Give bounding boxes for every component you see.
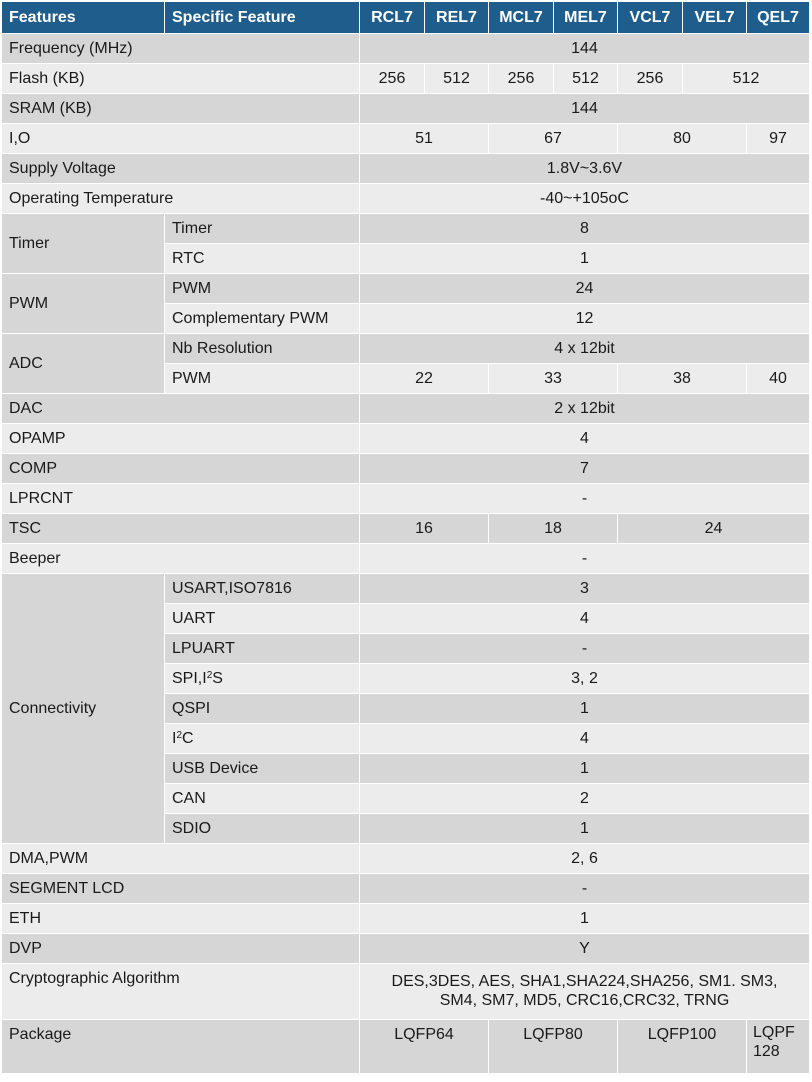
i2c-label-part-a: I	[172, 730, 177, 747]
value-eth: 1	[360, 904, 810, 934]
value-usb-device: 1	[360, 754, 810, 784]
value-adc-pwm-mcl7-mel7: 33	[489, 364, 618, 394]
table-row	[2, 124, 810, 154]
table-row	[2, 574, 810, 604]
row-label-eth: ETH	[2, 904, 360, 934]
value-flash-vcl7: 256	[618, 64, 683, 94]
feature-table	[1, 1, 810, 1074]
header-mel7: MEL7	[554, 2, 618, 34]
value-io-rcl7-rel7: 51	[360, 124, 489, 154]
value-usart: 3	[360, 574, 810, 604]
value-opamp: 4	[360, 424, 810, 454]
table-row	[2, 154, 810, 184]
table-row	[2, 544, 810, 574]
table-row	[2, 454, 810, 484]
row-label-opamp: OPAMP	[2, 424, 360, 454]
spi-label-part-a: SPI,I	[172, 670, 207, 687]
value-tsc-mcl7-mel7: 18	[489, 514, 618, 544]
value-io-mcl7-mel7: 67	[489, 124, 618, 154]
spi-label-part-b: S	[212, 670, 223, 687]
row-label-qspi: QSPI	[165, 694, 360, 724]
value-beeper: -	[360, 544, 810, 574]
table-row	[2, 934, 810, 964]
header-rcl7: RCL7	[360, 2, 425, 34]
value-qspi: 1	[360, 694, 810, 724]
group-label-connectivity: Connectivity	[2, 574, 165, 844]
row-label-usb-device: USB Device	[165, 754, 360, 784]
i2c-label-superscript: 2	[176, 730, 183, 741]
table-row	[2, 1020, 810, 1074]
value-operating-temperature: -40~+105oC	[360, 184, 810, 214]
value-pwm: 24	[360, 274, 810, 304]
value-io-qel7: 97	[747, 124, 810, 154]
value-frequency: 144	[360, 34, 810, 64]
table-row	[2, 334, 810, 364]
table-row	[2, 94, 810, 124]
table-row	[2, 844, 810, 874]
row-label-comp: COMP	[2, 454, 360, 484]
value-tsc-rcl7-rel7: 16	[360, 514, 489, 544]
row-label-nb-resolution: Nb Resolution	[165, 334, 360, 364]
row-label-lpuart: LPUART	[165, 634, 360, 664]
value-adc-pwm-qel7: 40	[747, 364, 810, 394]
value-dac: 2 x 12bit	[360, 394, 810, 424]
value-supply-voltage: 1.8V~3.6V	[360, 154, 810, 184]
value-can: 2	[360, 784, 810, 814]
header-specific-feature: Specific Feature	[165, 2, 360, 34]
row-label-pwm: PWM	[165, 274, 360, 304]
row-label-rtc: RTC	[165, 244, 360, 274]
value-sram: 144	[360, 94, 810, 124]
value-complementary-pwm: 12	[360, 304, 810, 334]
table-row	[2, 214, 810, 244]
spi-label-superscript: 2	[206, 670, 213, 681]
row-label-package: Package	[2, 1020, 360, 1074]
value-tsc-vcl7-qel7: 24	[618, 514, 810, 544]
row-label-complementary-pwm: Complementary PWM	[165, 304, 360, 334]
row-label-adc-pwm: PWM	[165, 364, 360, 394]
table-row	[2, 394, 810, 424]
header-rel7: REL7	[425, 2, 489, 34]
row-label-timer: Timer	[165, 214, 360, 244]
value-uart: 4	[360, 604, 810, 634]
row-label-flash: Flash (KB)	[2, 64, 360, 94]
row-label-frequency: Frequency (MHz)	[2, 34, 360, 64]
row-label-dac: DAC	[2, 394, 360, 424]
value-rtc: 1	[360, 244, 810, 274]
row-label-dvp: DVP	[2, 934, 360, 964]
value-package-rcl7-rel7: LQFP64	[360, 1020, 489, 1074]
value-timer: 8	[360, 214, 810, 244]
row-label-dma-pwm: DMA,PWM	[2, 844, 360, 874]
value-package-vcl7-vel7: LQFP100	[618, 1020, 747, 1074]
header-vcl7: VCL7	[618, 2, 683, 34]
table-row	[2, 964, 810, 1020]
header-qel7: QEL7	[747, 2, 810, 34]
row-label-segment-lcd: SEGMENT LCD	[2, 874, 360, 904]
table-row	[2, 184, 810, 214]
row-label-lprcnt: LPRCNT	[2, 484, 360, 514]
header-row	[2, 2, 810, 34]
value-comp: 7	[360, 454, 810, 484]
row-label-sdio: SDIO	[165, 814, 360, 844]
value-flash-mcl7: 256	[489, 64, 554, 94]
group-label-adc: ADC	[2, 334, 165, 394]
header-features: Features	[2, 2, 165, 34]
value-adc-pwm-rcl7-rel7: 22	[360, 364, 489, 394]
row-label-cryptographic-algorithm: Cryptographic Algorithm	[2, 964, 360, 1020]
row-label-operating-temperature: Operating Temperature	[2, 184, 360, 214]
value-sdio: 1	[360, 814, 810, 844]
value-adc-pwm-vcl7-vel7: 38	[618, 364, 747, 394]
value-dvp: Y	[360, 934, 810, 964]
i2c-label-part-b: C	[182, 730, 194, 747]
table-row	[2, 904, 810, 934]
value-flash-rel7: 512	[425, 64, 489, 94]
row-label-beeper: Beeper	[2, 544, 360, 574]
row-label-sram: SRAM (KB)	[2, 94, 360, 124]
value-spi-i2s: 3, 2	[360, 664, 810, 694]
row-label-supply-voltage: Supply Voltage	[2, 154, 360, 184]
table-row	[2, 874, 810, 904]
header-mcl7: MCL7	[489, 2, 554, 34]
table-row	[2, 64, 810, 94]
value-flash-mel7: 512	[554, 64, 618, 94]
row-label-usart: USART,ISO7816	[165, 574, 360, 604]
value-package-mcl7-mel7: LQFP80	[489, 1020, 618, 1074]
row-label-uart: UART	[165, 604, 360, 634]
row-label-spi-i2s	[165, 664, 360, 694]
group-label-timer: Timer	[2, 214, 165, 274]
table-row	[2, 34, 810, 64]
value-flash-vel7-qel7: 512	[683, 64, 810, 94]
row-label-i2c	[165, 724, 360, 754]
table-row	[2, 274, 810, 304]
value-flash-rcl7: 256	[360, 64, 425, 94]
table-row	[2, 424, 810, 454]
value-dma-pwm: 2, 6	[360, 844, 810, 874]
value-lpuart: -	[360, 634, 810, 664]
value-i2c: 4	[360, 724, 810, 754]
value-nb-resolution: 4 x 12bit	[360, 334, 810, 364]
row-label-tsc: TSC	[2, 514, 360, 544]
value-cryptographic-algorithm: DES,3DES, AES, SHA1,SHA224,SHA256, SM1. SM3, SM4, SM7, MD5, CRC16,CRC32, TRNG	[360, 964, 810, 1020]
group-label-pwm: PWM	[2, 274, 165, 334]
header-vel7: VEL7	[683, 2, 747, 34]
table-row	[2, 514, 810, 544]
table-row	[2, 484, 810, 514]
value-package-qel7: LQPF 128	[747, 1020, 810, 1074]
value-io-vcl7-vel7: 80	[618, 124, 747, 154]
row-label-can: CAN	[165, 784, 360, 814]
value-lprcnt: -	[360, 484, 810, 514]
value-segment-lcd: -	[360, 874, 810, 904]
row-label-io: I,O	[2, 124, 360, 154]
